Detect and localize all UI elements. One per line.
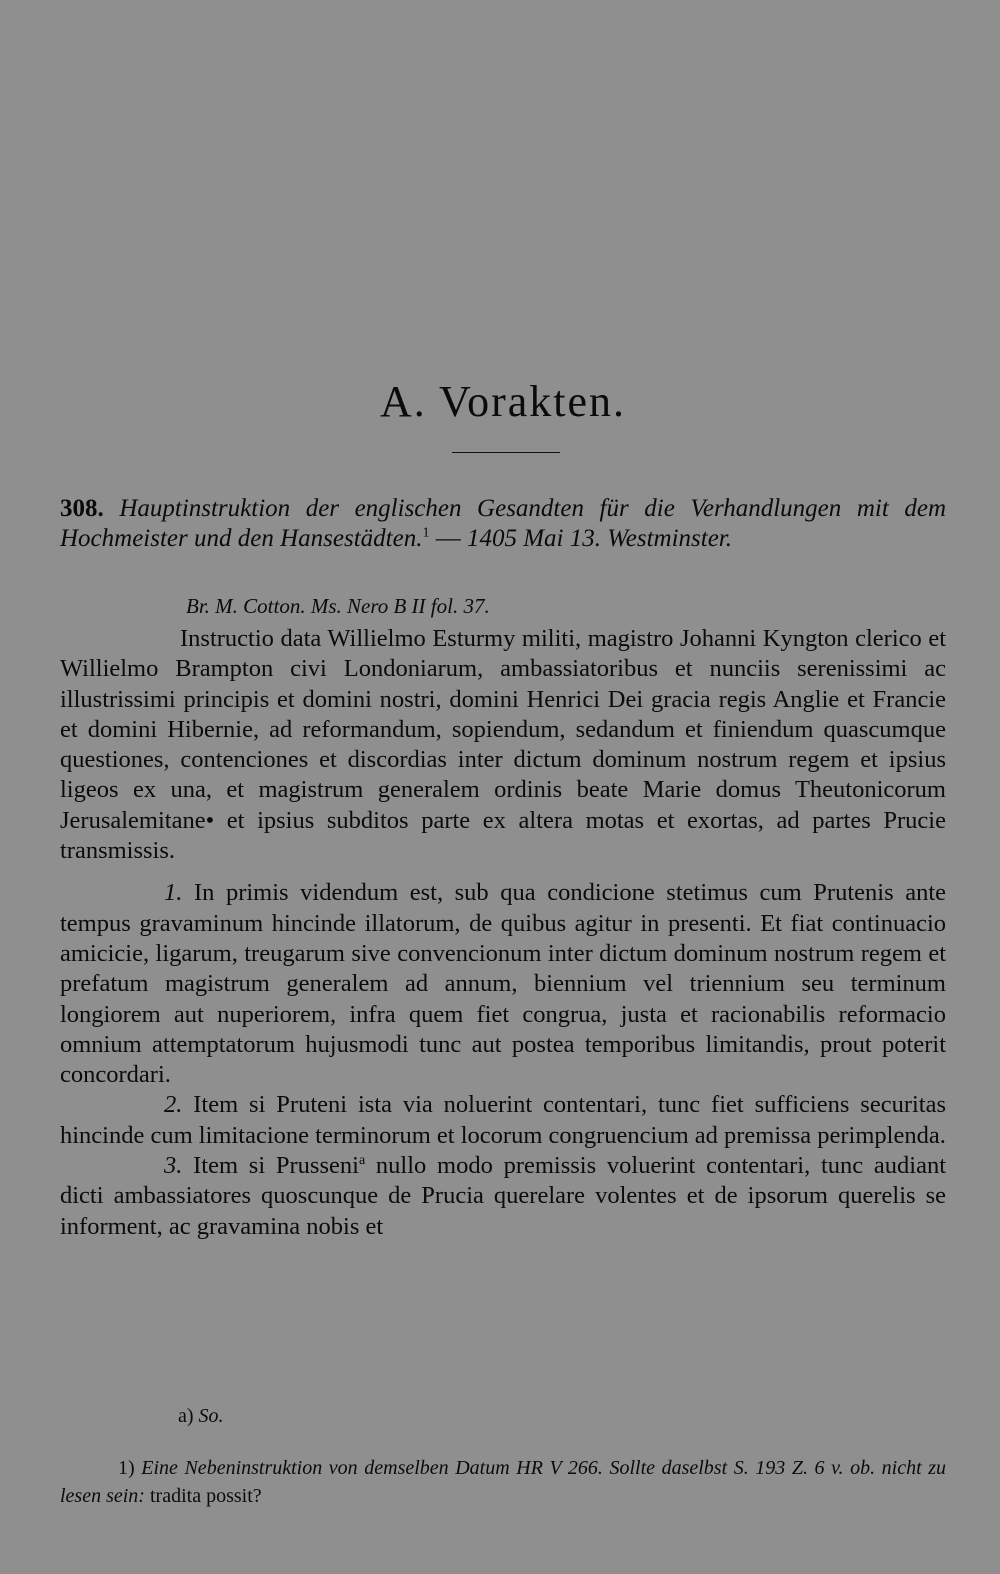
footnote-a — [178, 1402, 224, 1430]
paragraph-text: Item si Pruteni ista via noluerint contentari, tunc fiet sufficiens securitas hincinde cum limitacione terminorum et locorum congruencium ad premissa perimplenda. — [60, 1091, 947, 1149]
paragraph-1 — [60, 878, 946, 1090]
paragraph-text: Item si Prusseni — [193, 1152, 359, 1180]
date-dash: — — [435, 525, 461, 552]
footnote-1 — [60, 1454, 946, 1510]
document-title: Hauptinstruktion der englischen Gesandten für die Verhandlungen mit dem Hochmeister und den Hansestädten. — [60, 495, 946, 552]
paragraph-2 — [60, 1090, 946, 1151]
paragraph-3 — [60, 1151, 946, 1242]
footnote-1-italic-text: Eine Nebeninstruktion von demselben Datum HR V 266. Sollte daselbst S. 193 Z. 6 v. ob. nicht zu lesen sein: — [60, 1457, 947, 1507]
paragraph-number: 3. — [164, 1152, 183, 1180]
footnote-a-text: So. — [198, 1405, 224, 1427]
paragraph-text-cont: nullo modo premissis voluerint contentari, tunc audiant dicti ambassiatores quoscunque de Prucia querelare volentes et de ipsorum querelis se informent, ac gravamina nobis et — [60, 1152, 947, 1240]
paragraph-number: 1. — [164, 879, 183, 907]
footnote-a-marker: a) — [178, 1405, 194, 1427]
paragraph-number: 2. — [164, 1091, 183, 1119]
document-number: 308. — [60, 495, 104, 522]
source-reference: Br. M. Cotton. Ms. Nero B II fol. 37. — [186, 594, 490, 618]
document-title-block — [60, 494, 946, 554]
footnote-1-marker: 1) — [118, 1457, 135, 1479]
document-date: 1405 Mai 13. — [466, 525, 601, 552]
note-ref-a: a — [358, 1152, 366, 1168]
section-heading: A. Vorakten. — [379, 377, 627, 426]
document-place: Westminster. — [607, 525, 733, 552]
footnote-1-plain-text: tradita possit? — [149, 1485, 262, 1507]
paragraph-text: In primis videndum est, sub qua condicione stetimus cum Prutenis ante tempus gravaminum hincinde illatorum, de quibus agitur in presenti. Et fiat continuacio amicicie, ligarum, treugarum sive convencionum inter dictum dominum nostrum regem et prefatum magistrum generalem ad annum, biennium vel triennium seu terminum longiorem aut nuperiorem, infra quem fiet congrua, justa et racionabilis reformacio omnium attemptatorum hujusmodi tunc aut postea temporibus limitandis, prout poterit concordari. — [60, 879, 947, 1089]
heading-rule — [452, 452, 560, 453]
page — [60, 0, 946, 1574]
intro-paragraph: Instructio data Willielmo Esturmy militi, magistro Johanni Kyngton clerico et Willielmo Brampton civi Londoniarum, ambassiatoribus et nunciis serenissimi ac illustrissimi principis et domini nostri, domini Henrici Dei gracia regis Anglie et Francie et domini Hibernie, ad reformandum, sopiendum, sedandum et finiendum quascumque questiones, contenciones et discordias inter dictum dominum nostrum regem et ipsius ligeos ex una, et magistrum generalem ordinis beate Marie domus Theutonicorum Jerusalemitane• et ipsius subditos parte ex altera motas et exortas, ad partes Prucie transmissis. — [60, 625, 946, 865]
body-text — [60, 624, 946, 1242]
title-footnote-ref: 1 — [422, 525, 430, 541]
